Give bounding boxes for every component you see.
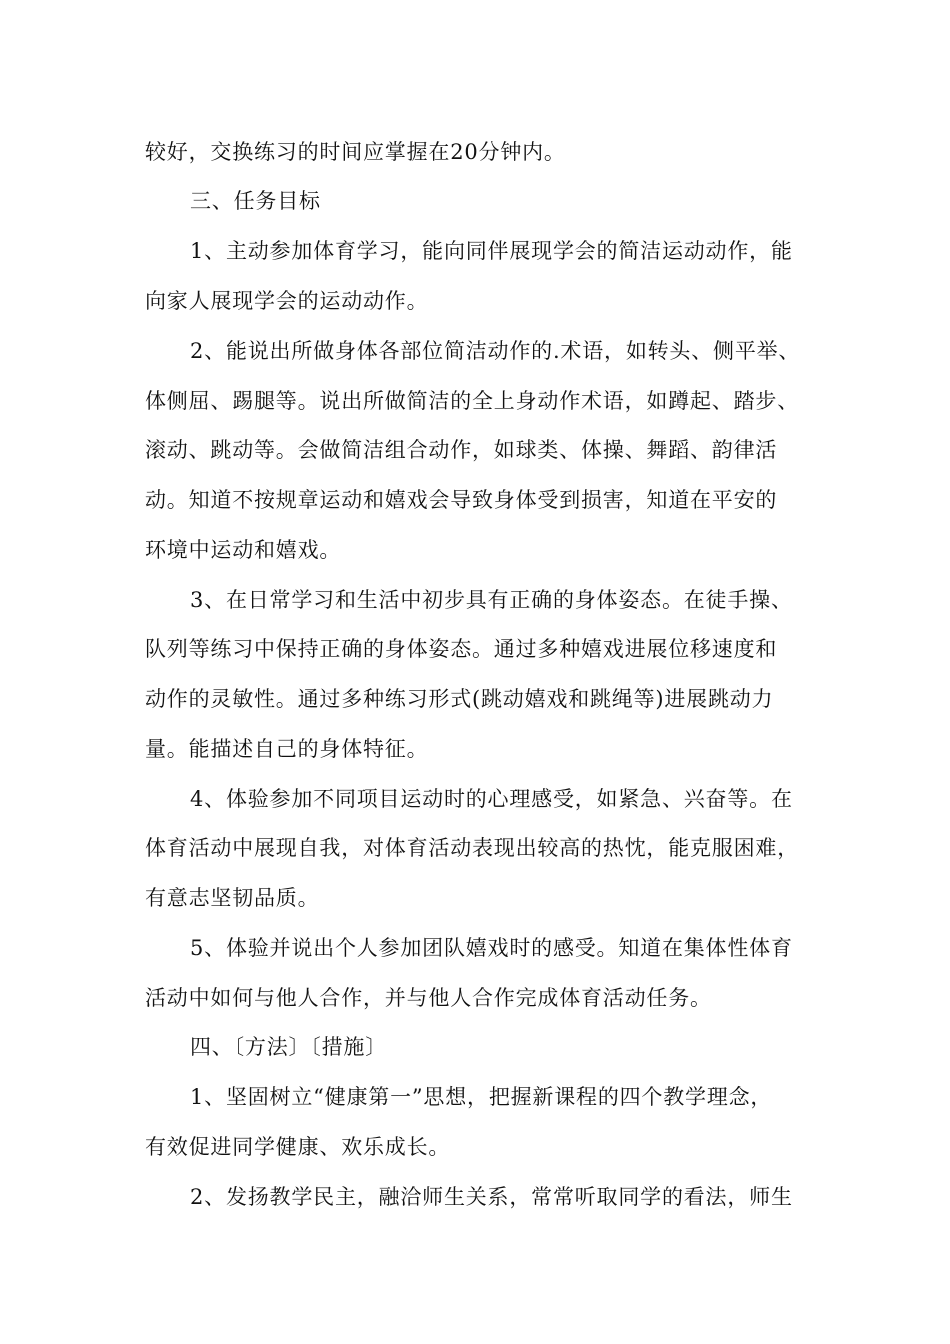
- text-line: 2、发扬教学民主，融洽师生关系，常常听取同学的看法，师生: [190, 1185, 793, 1209]
- text-line: 动。知道不按规章运动和嬉戏会导致身体受到损害，知道在平安的: [145, 488, 778, 512]
- text-line: 队列等练习中保持正确的身体姿态。通过多种嬉戏进展位移速度和: [145, 637, 778, 661]
- text-line: 有意志坚韧品质。: [145, 886, 320, 910]
- text-line: 向家人展现学会的运动动作。: [145, 289, 429, 313]
- text-line: 滚动、跳动等。会做简洁组合动作，如球类、体操、舞蹈、韵律活: [145, 438, 778, 462]
- text-line: 1、主动参加体育学习，能向同伴展现学会的简洁运动动作，能: [190, 239, 793, 263]
- text-line: 活动中如何与他人合作，并与他人合作完成体育活动任务。: [145, 986, 712, 1010]
- text-line: 动作的灵敏性。通过多种练习形式(跳动嬉戏和跳绳等)进展跳动力: [145, 687, 774, 711]
- text-line: 量。能描述自己的身体特征。: [145, 737, 429, 761]
- text-line: 5、体验并说出个人参加团队嬉戏时的感受。知道在集体性体育: [190, 936, 793, 960]
- text-line: 有效促进同学健康、欢乐成长。: [145, 1135, 451, 1159]
- text-line: 体侧屈、踢腿等。说出所做简洁的全上身动作术语，如蹲起、踏步、: [145, 389, 799, 413]
- text-line: 较好，交换练习的时间应掌握在20分钟内。: [145, 140, 566, 164]
- text-line: 2、能说出所做身体各部位简洁动作的.术语，如转头、侧平举、: [190, 339, 801, 363]
- section-heading: 三、任务目标: [190, 189, 321, 213]
- text-line: 体育活动中展现自我，对体育活动表现出较高的热忱，能克服困难，: [145, 836, 799, 860]
- text-line: 3、在日常学习和生活中初步具有正确的身体姿态。在徒手操、: [190, 588, 793, 612]
- text-line: 环境中运动和嬉戏。: [145, 538, 342, 562]
- section-heading: 四、〔方法〕〔措施〕: [190, 1035, 387, 1059]
- text-line: 4、体验参加不同项目运动时的心理感受，如紧急、兴奋等。在: [190, 787, 793, 811]
- text-line: 1、坚固树立“健康第一”思想，把握新课程的四个教学理念，: [190, 1085, 773, 1109]
